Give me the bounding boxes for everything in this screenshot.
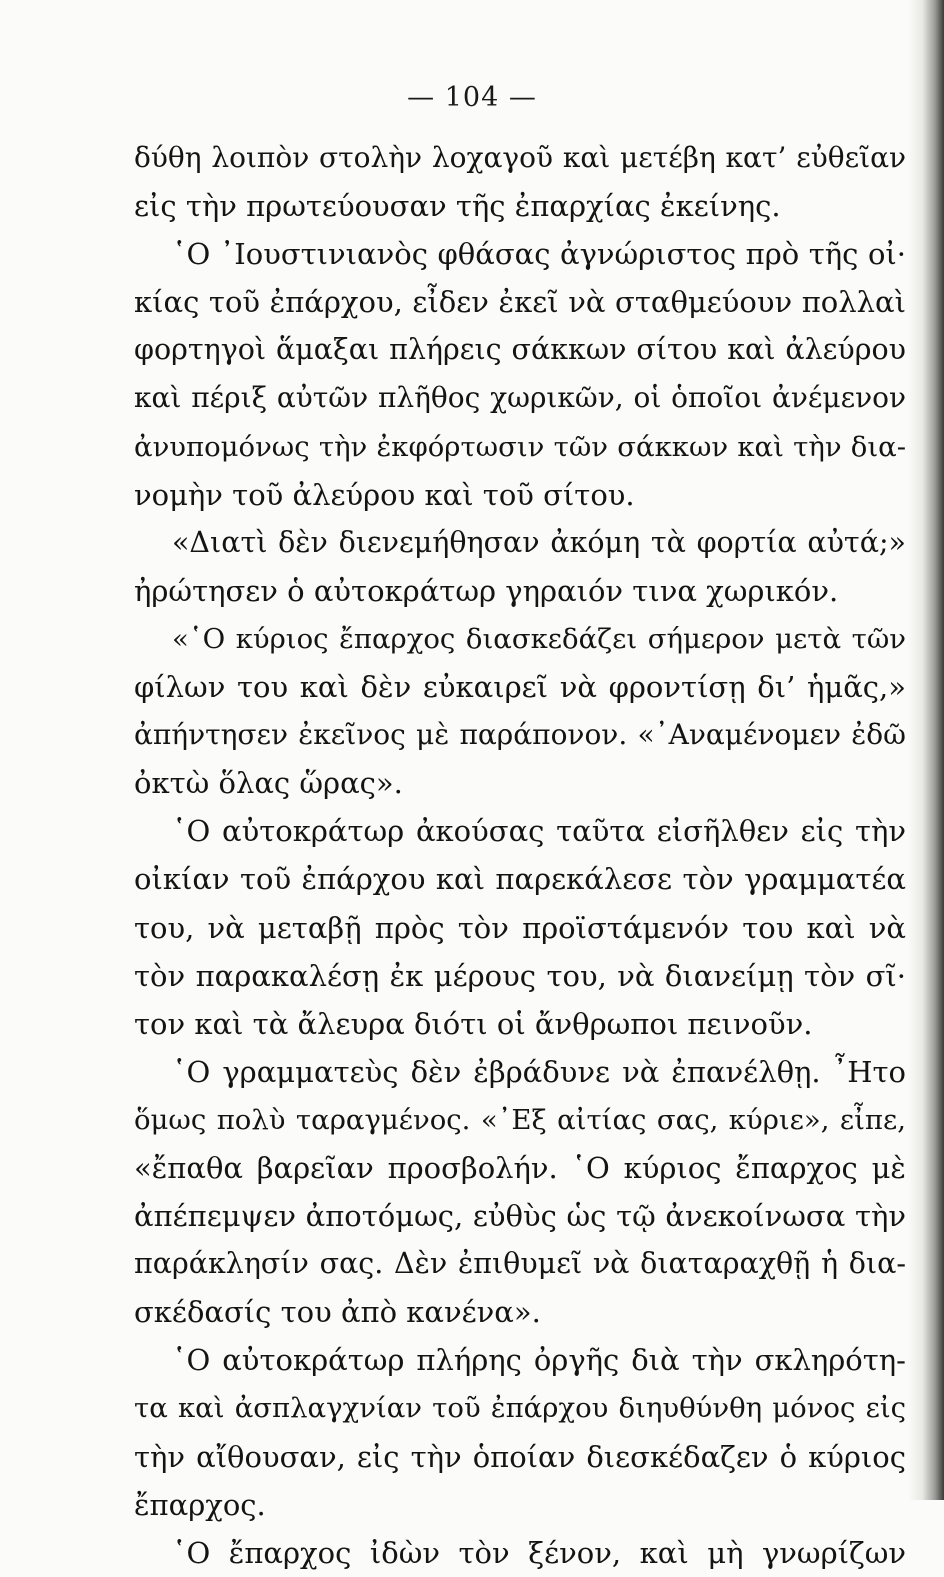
text-line: ὀκτὼ ὅλας ὥρας». [134,766,403,801]
text-line: ῾Ο αὐτοκράτωρ πλήρης ὀργῆς διὰ τὴν σκληρότη- [172,1343,906,1378]
text-line: φίλων του καὶ δὲν εὐκαιρεῖ νὰ φροντίσῃ δι’ ἡμᾶς,» [134,670,906,705]
text-line: «ἔπαθα βαρεῖαν προσβολήν. ῾Ο κύριος ἔπαρχος μὲ [134,1150,906,1185]
page-number: — 104 — [407,82,537,113]
text-line: εἰς τὴν πρωτεύουσαν τῆς ἐπαρχίας ἐκείνης. [134,189,781,224]
text-line: φορτηγοὶ ἅμαξαι πλήρεις σάκκων σίτου καὶ ἀλεύρου [134,333,906,367]
text-line: του, νὰ μεταβῇ πρὸς τὸν προϊστάμενόν του καὶ νὰ [134,910,906,945]
text-line: ἀπέπεμψεν ἀποτόμως, εὐθὺς ὡς τῷ ἀνεκοίνωσα τὴν [134,1199,906,1234]
text-line: δύθη λοιπὸν στολὴν λοχαγοῦ καὶ μετέβη κατ’ εὐθεῖαν [134,141,906,174]
text-line: ἔπαρχος. [134,1487,266,1522]
text-line: ῾Ο γραμματεὺς δὲν ἐβράδυνε νὰ ἐπανέλθῃ. ῏Ητο [172,1054,906,1089]
text-line: νομὴν τοῦ ἀλεύρου καὶ τοῦ σίτου. [134,477,635,512]
text-line: ῾Ο ᾿Ιουστινιανὸς φθάσας ἀγνώριστος πρὸ τῆς οἰ· [172,237,906,272]
text-line: ῾Ο αὐτοκράτωρ ἀκούσας ταῦτα εἰσῆλθεν εἰς τὴν [172,814,906,849]
text-line: τὴν αἴθουσαν, εἰς τὴν ὁποίαν διεσκέδαζεν ὁ κύριος [134,1439,906,1474]
text-line: τὸν παρακαλέσῃ ἐκ μέρους του, νὰ διανείμῃ τὸν σῖ· [134,958,906,993]
page-edge-shadow [908,0,944,1500]
text-line: τον καὶ τὰ ἄλευρα διότι οἱ ἄνθρωποι πεινοῦν. [134,1006,813,1041]
text-line: ἠρώτησεν ὁ αὐτοκράτωρ γηραιόν τινα χωρικόν. [134,573,839,608]
body-text [134,134,906,1577]
text-line: ῾Ο ἔπαρχος ἰδὼν τὸν ξένον, καὶ μὴ γνωρίζων [172,1535,906,1570]
text-line: ὅμως πολὺ ταραγμένος. «᾿Εξ αἰτίας σας, κύριε», εἶπε, [134,1103,906,1136]
text-line: ἀπήντησεν ἐκεῖνος μὲ παράπονον. «᾿Αναμένομεν ἐδῶ [134,718,906,752]
text-line: κίας τοῦ ἐπάρχου, εἶδεν ἐκεῖ νὰ σταθμεύουν πολλαὶ [134,285,906,320]
text-line: οἰκίαν τοῦ ἐπάρχου καὶ παρεκάλεσε τὸν γραμματέα [134,862,906,897]
text-line: παράκλησίν σας. Δὲν ἐπιθυμεῖ νὰ διαταραχθῇ ἡ δια- [134,1247,906,1281]
text-line: «῾Ο κύριος ἔπαρχος διασκεδάζει σήμερον μετὰ τῶν [172,622,906,655]
text-line: ἀνυπομόνως τὴν ἐκφόρτωσιν τῶν σάκκων καὶ τὴν δια- [134,430,906,463]
text-line: καὶ πέριξ αὐτῶν πλῆθος χωρικῶν, οἱ ὁποῖοι ἀνέμενον [134,381,906,415]
text-line: σκέδασίς του ἀπὸ κανένα». [134,1295,541,1330]
text-line: «Διατὶ δὲν διενεμήθησαν ἀκόμη τὰ φορτία αὐτά;» [172,525,906,559]
text-line: τα καὶ ἀσπλαγχνίαν τοῦ ἐπάρχου διηυθύνθη μόνος εἰς [134,1392,906,1425]
